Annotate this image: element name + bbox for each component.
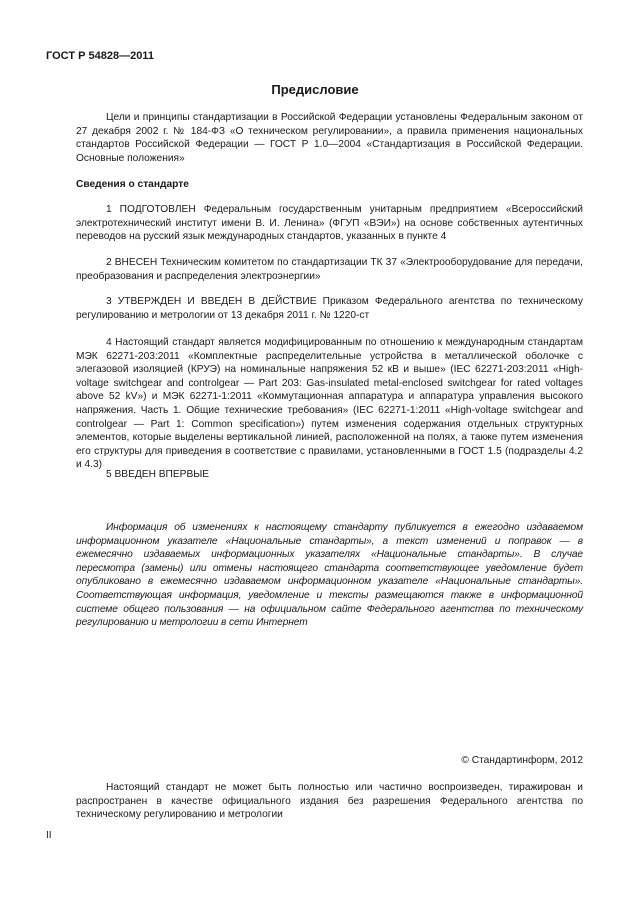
item-4: 4 Настоящий стандарт является модифицированным по отношению к международным стандартам МЭК 62271-203:2011 «Комплектные распределительные устройства в металлической оболочке с элегазовой изоляцией (КРУЭ) на номинальные напряжения 52 кВ и выше» (IEC 62271-203:2011 «High-voltage switchgear and controlgear — Part 203: Gas-insulated metal-enclosed switchgear for rated voltages above 52 kV») и МЭК 62271-1:2011 «Коммутационная аппаратура и аппаратура управления высокого напряжения. Часть 1. Общие технические требования» (IEC 62271-1:2011 «High-voltage switchgear and controlgear — Part 1: Common specification») путем изменения содержания отдельных структурных элементов, которые выделены вертикальной линией, расположенной на полях, а также путем изменения его структуры для приведения в соответствие с правилами, установленными в ГОСТ 1.5 (подразделы 4.2 и 4.3) bbox=[76, 337, 583, 471]
item-5: 5 ВВЕДЕН ВПЕРВЫЕ bbox=[106, 469, 210, 480]
document-header: ГОСТ Р 54828—2011 bbox=[46, 50, 154, 62]
notice-paragraph: Информация об изменениях к настоящему стандарту публикуется в ежегодно издаваемом информационном указателе «Национальные стандарты», а текст изменений и поправок — в ежемесячно издаваемых информационных указателях «Национальные стандарты». В случае пересмотра (замены) или отмены настоящего стандарта соответствующее уведомление будет опубликовано в ежемесячно издаваемом информационном указателе «Национальные стандарты». Соответствующая информация, уведомление и тексты размещаются также в информационной системе общего пользования — на официальном сайте Федерального агентства по техническому регулированию и метрологии в сети Интернет bbox=[76, 522, 583, 629]
reproduction-notice: Настоящий стандарт не может быть полностью или частично воспроизведен, тиражирован и распространен в качестве официального издания без разрешения Федерального агентства по техническому регулированию и метрологии bbox=[76, 782, 583, 821]
copyright: © Стандартинформ, 2012 bbox=[461, 755, 583, 766]
page-title: Предисловие bbox=[271, 82, 359, 97]
item-1: 1 ПОДГОТОВЛЕН Федеральным государственным унитарным предприятием «Всероссийский электротехнический институт имени В. И. Ленина» (ФГУП «ВЭИ») на основе собственных аутентичных переводов на русский язык международных стандартов, указанных в пункте 4 bbox=[76, 204, 583, 243]
item-3: 3 УТВЕРЖДЕН И ВВЕДЕН В ДЕЙСТВИЕ Приказом Федерального агентства по техническому регулированию и метрологии от 13 декабря 2011 г. № 1220-ст bbox=[76, 296, 583, 321]
foreword-paragraph: Цели и принципы стандартизации в Российской Федерации установлены Федеральным законом от 27 декабря 2002 г. № 184-ФЗ «О техническом регулировании», а правила применения национальных стандартов Российской Федерации — ГОСТ Р 1.0—2004 «Стандартизация в Российской Федерации. Основные положения» bbox=[76, 112, 583, 164]
info-heading: Сведения о стандарте bbox=[76, 179, 189, 190]
item-2: 2 ВНЕСЕН Техническим комитетом по стандартизации ТК 37 «Электрооборудование для передачи, преобразования и распределения электроэнергии» bbox=[76, 257, 583, 282]
page-number: II bbox=[46, 830, 52, 841]
